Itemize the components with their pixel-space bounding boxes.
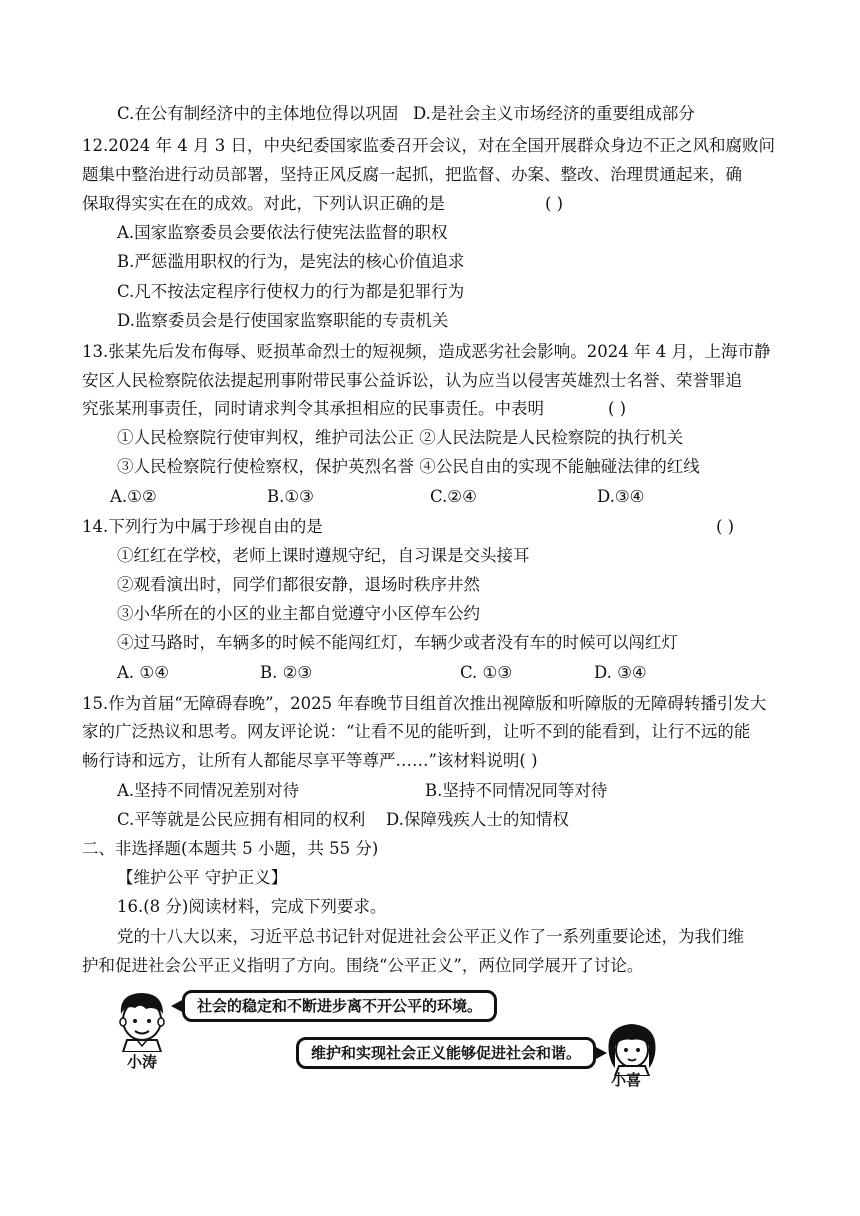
q13-option-b: B.①③ [267,487,314,506]
q15-option-d: D.保障残疾人士的知情权 [386,810,569,829]
q15-stem-line3: 畅行诗和远方，让所有人都能尽享平等尊严……”该材料说明( ) [82,751,538,770]
q13-answer-paren: ( ) [608,399,627,418]
boy-speech-text: 社会的稳定和不断进步离不开公平的环境。 [197,997,483,1015]
q14-answer-paren: ( ) [716,517,735,536]
q16-material-line1: 党的十八大以来，习近平总书记针对促进社会公平正义作了一系列重要论述，为我们维 [117,927,744,946]
q12-option-a: A.国家监察委员会要依法行使宪法监督的职权 [117,223,448,242]
girl-figure [603,1020,661,1076]
q12-option-b: B.严惩滥用职权的行为，是宪法的核心价值追求 [117,252,465,271]
q13-option-d: D.③④ [597,487,645,506]
q12-stem-line1: 12.2024 年 4 月 3 日，中央纪委国家监委召开会议，对在全国开展群众身边不正之风和腐败问 [82,136,775,155]
q15-stem-line2: 家的广泛热议和思考。网友评论说：“让看不见的能听到，让听不到的能看到，让行不远的能 [82,722,751,741]
boy-figure [113,990,171,1052]
section-theme: 【维护公平 守护正义】 [117,868,288,887]
girl-speech-bubble [296,1037,596,1069]
q13-option-a: A.①② [110,487,157,506]
q13-option-c: C.②④ [430,487,477,506]
q12-option-c: C.凡不按法定程序行使权力的行为都是犯罪行为 [117,282,465,301]
q15-option-c: C.平等就是公民应拥有相同的权利 [117,810,366,829]
girl-illustration [603,1020,661,1076]
q14-statement-3: ③小华所在的小区的业主都自觉遵守小区停车公约 [117,604,480,623]
q16-stem: 16.(8 分)阅读材料，完成下列要求。 [117,897,387,916]
boy-illustration [113,990,171,1052]
q12-stem-line3: 保取得实实在在的成效。对此，下列认识正确的是 [82,194,445,213]
q13-stem-line1: 13.张某先后发布侮辱、贬损革命烈士的短视频，造成恶劣社会影响。2024 年 4 月，上海市静 [82,342,771,361]
q11-option-c: C.在公有制经济中的主体地位得以巩固 [117,104,399,123]
q11-option-d: D.是社会主义市场经济的重要组成部分 [413,104,695,123]
q15-option-b: B.坚持不同情况同等对待 [425,781,608,800]
q14-statement-2: ②观看演出时，同学们都很安静，退场时秩序井然 [117,575,480,594]
boy-speech-bubble [182,990,497,1022]
q13-statement-line1: ①人民检察院行使审判权，维护司法公正 ②人民法院是人民检察院的执行机关 [117,428,684,447]
q16-material-line2: 护和促进社会公平正义指明了方向。围绕“公平正义”，两位同学展开了讨论。 [82,956,644,975]
q13-stem-line3: 究张某刑事责任，同时请求判令其承担相应的民事责任。中表明 [82,399,544,418]
q12-option-d: D.监察委员会是行使国家监察职能的专责机关 [117,311,449,330]
q14-option-b: B. ②③ [260,663,313,682]
q14-option-d: D. ③④ [594,663,647,682]
q14-stem: 14.下列行为中属于珍视自由的是 [82,517,323,536]
q13-stem-line2: 安区人民检察院依法提起刑事附带民事公益诉讼，认为应当以侵害英雄烈士名誉、荣誉罪追 [82,371,742,390]
q14-statement-1: ①红红在学校，老师上课时遵规守纪，自习课是交头接耳 [117,546,530,565]
q12-stem-line2: 题集中整治进行动员部署，坚持正风反腐一起抓，把监督、办案、整改、治理贯通起来，确 [82,165,742,184]
girl-name-label: 小喜 [611,1071,642,1089]
q12-answer-paren: ( ) [545,194,564,213]
boy-name-label: 小涛 [127,1053,158,1071]
girl-speech-text: 维护和实现社会正义能够促进社会和谐。 [311,1044,582,1062]
q13-statement-line2: ③人民检察院行使检察权，保护英烈名誉 ④公民自由的实现不能触碰法律的红线 [117,457,700,476]
q14-option-c: C. ①③ [460,663,513,682]
q14-option-a: A. ①④ [117,663,169,682]
section-title: 二、非选择题(本题共 5 小题，共 55 分) [82,839,379,858]
q15-stem-line1: 15.作为首届“无障碍春晚”，2025 年春晚节目组首次推出视障版和听障版的无障碍转播引发大 [82,694,767,713]
q15-option-a: A.坚持不同情况差别对待 [117,781,300,800]
q14-statement-4: ④过马路时，车辆多的时候不能闯红灯，车辆少或者没有车的时候可以闯红灯 [117,633,678,652]
